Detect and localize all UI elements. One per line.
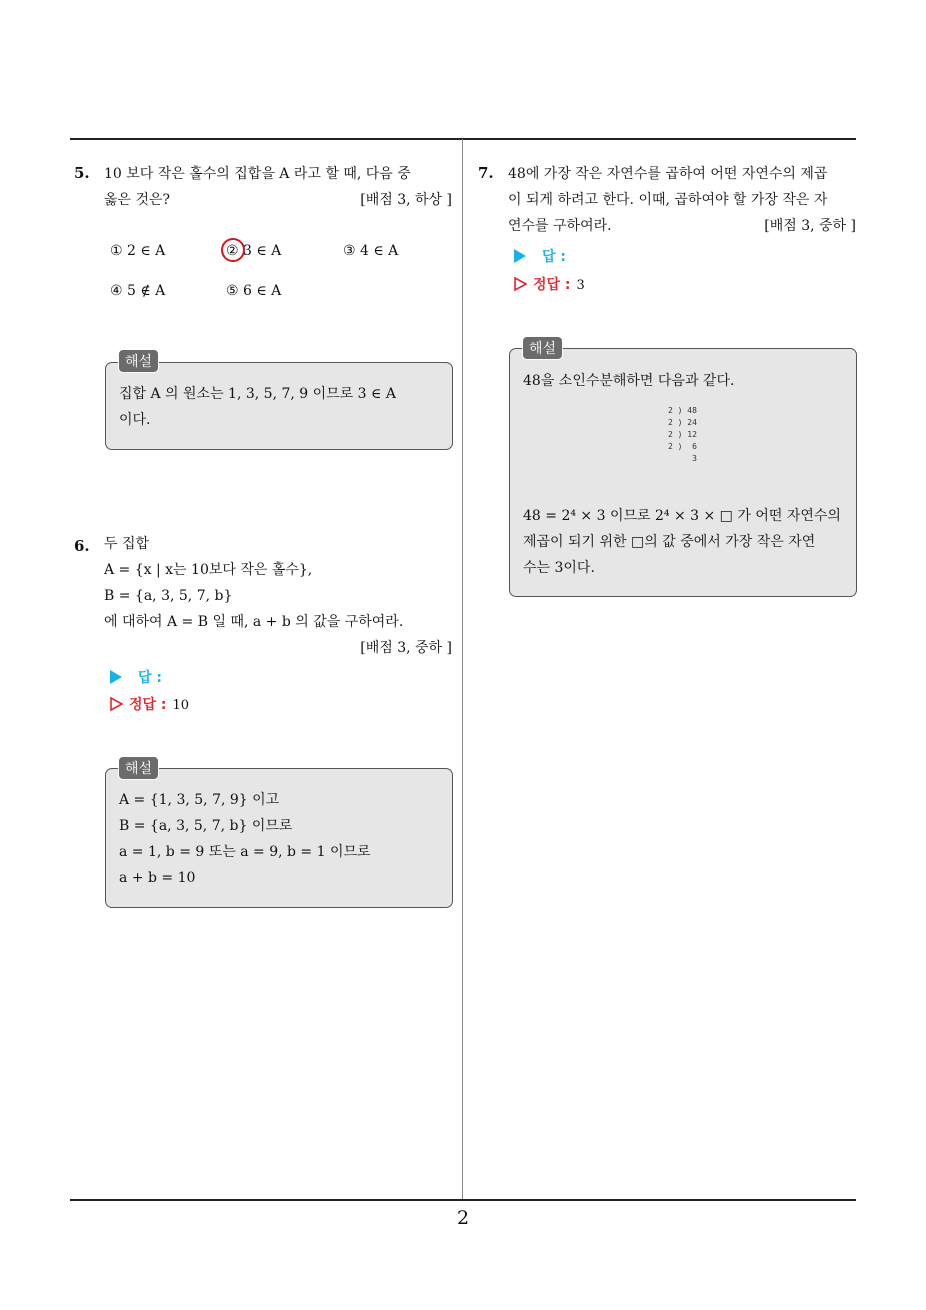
explanation-tag-q5: 해설: [118, 349, 159, 373]
explanation-q6-line3: a = 1, b = 9 또는 a = 9, b = 1 이므로: [119, 844, 371, 860]
explanation-q5-line1: 집합 A 의 원소는 1, 3, 5, 7, 9 이므로 3 ∈ A: [119, 386, 396, 402]
answer-label-q7: 답 :: [542, 249, 566, 265]
play-arrow-icon: [514, 249, 526, 263]
question-7-line1: 48에 가장 작은 자연수를 곱하여 어떤 자연수의 제곱: [508, 166, 828, 182]
answer-label-q6: 답 :: [138, 670, 162, 686]
correct-answer-q6: [110, 694, 189, 714]
correct-label-q7: 정답 :: [533, 277, 571, 293]
question-5-text-line2: 옳은 것은?: [104, 192, 171, 208]
explanation-q7-line3: 수는 3이다.: [523, 560, 595, 576]
question-7-line2: 이 되게 하려고 한다. 이때, 곱하여야 할 가장 작은 자: [508, 192, 828, 208]
choice-5[interactable]: ⑤ 6 ∈ A: [226, 283, 282, 299]
question-6-line1: 두 집합: [104, 536, 150, 552]
question-5-number: 5.: [74, 164, 90, 182]
question-6-line3: B = {a, 3, 5, 7, b}: [104, 588, 233, 604]
question-5-text-line1: 10 보다 작은 홀수의 집합을 A 라고 할 때, 다음 중: [104, 166, 411, 182]
question-6-line4: 에 대하여 A = B 일 때, a + b 의 값을 구하여라.: [104, 614, 404, 630]
explanation-box-q6: [105, 768, 453, 908]
explanation-q7-line1: 48 = 2⁴ × 3 이므로 2⁴ × 3 × □ 가 어떤 자연수의: [523, 508, 841, 524]
choice-3[interactable]: ③ 4 ∈ A: [343, 243, 399, 259]
question-6-line2: A = {x | x는 10보다 작은 홀수},: [104, 562, 313, 578]
explanation-q7-intro: 48을 소인수분해하면 다음과 같다.: [523, 373, 735, 389]
explanation-q6-line2: B = {a, 3, 5, 7, b} 이므로: [119, 818, 293, 834]
correct-value-q7: 3: [576, 278, 585, 293]
correct-value-q6: 10: [172, 698, 190, 713]
column-divider: [462, 139, 463, 1201]
division-row: 2 ) 48: [668, 406, 697, 415]
bottom-rule: [70, 1199, 856, 1201]
explanation-box-q5: [105, 362, 453, 450]
explanation-q6-line4: a + b = 10: [119, 870, 196, 886]
question-5-score: [배점 3, 하상 ]: [360, 192, 452, 208]
question-7-line3: 연수를 구하여라.: [508, 218, 612, 234]
explanation-q6-line1: A = {1, 3, 5, 7, 9} 이고: [119, 792, 280, 808]
question-7-score: [배점 3, 중하 ]: [764, 218, 856, 234]
page-number: 2: [456, 1207, 470, 1229]
outline-arrow-icon: [110, 697, 123, 711]
prime-factorization-diagram: [668, 405, 697, 465]
division-row: 2 ) 24: [668, 418, 697, 427]
play-arrow-icon: [110, 670, 122, 684]
top-rule: [70, 138, 856, 140]
explanation-box-q7: [509, 348, 857, 597]
answer-field-q6[interactable]: [110, 667, 162, 687]
division-row: 3: [668, 454, 697, 463]
choice-4[interactable]: ④ 5 ∉ A: [110, 283, 166, 299]
division-row: 2 ) 6: [668, 442, 697, 451]
explanation-tag-q6: 해설: [118, 756, 159, 780]
correct-answer-q7: [514, 274, 585, 294]
outline-arrow-icon: [514, 277, 527, 291]
question-6-score: [배점 3, 중하 ]: [360, 640, 452, 656]
explanation-tag-q7: 해설: [522, 336, 563, 360]
division-row: 2 ) 12: [668, 430, 697, 439]
question-7-number: 7.: [478, 164, 494, 182]
explanation-q5-line2: 이다.: [119, 412, 151, 428]
choice-1[interactable]: ① 2 ∈ A: [110, 243, 166, 259]
question-6-number: 6.: [74, 537, 90, 555]
correct-label-q6: 정답 :: [129, 697, 167, 713]
explanation-q7-line2: 제곱이 되기 위한 □의 값 중에서 가장 작은 자연: [523, 534, 816, 550]
answer-field-q7[interactable]: [514, 246, 566, 266]
choice-2[interactable]: ② 3 ∈ A: [226, 243, 282, 259]
